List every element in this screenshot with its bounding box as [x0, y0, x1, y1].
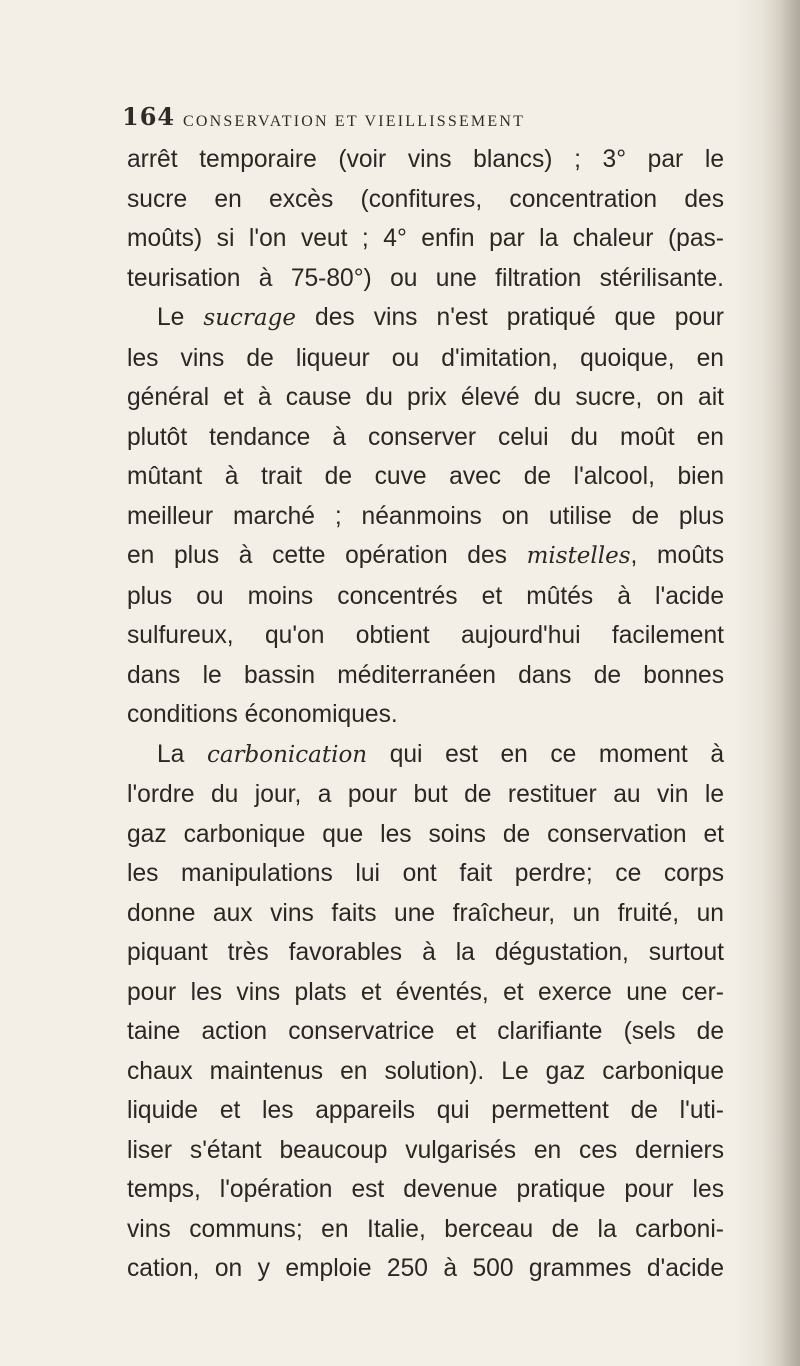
text-fragment: des vins n'est pratiqué que pour	[315, 304, 724, 331]
text-fragment: qui est en ce moment à	[389, 740, 725, 768]
italic-term-carbonication: carbonication	[206, 741, 368, 768]
text-line: teurisation à 75-80°) ou une filtration stérilisante.	[127, 264, 724, 292]
text-fragment: en plus à cette opération des	[127, 542, 507, 569]
text-line: dans le bassin méditerranéen dans de bonnes	[127, 661, 724, 689]
text-line: sulfureux, qu'on obtient aujourd'hui facilement	[127, 622, 724, 649]
inline-word: La	[157, 740, 185, 768]
text-line: les vins de liqueur ou d'imitation, quoique, en	[127, 344, 724, 372]
italic-term-mistelles: mistelles	[526, 543, 631, 569]
text-line: plus ou moins concentrés et mûtés à l'acide	[127, 582, 724, 610]
text-line: piquant très favorables à la dégustation, surtout	[127, 939, 724, 966]
text-line: taine action conservatrice et clarifiante (sels de	[127, 1018, 724, 1045]
text-line: moûts) si l'on veut ; 4° enfin par la chaleur (pas-	[127, 225, 724, 252]
text-line: liquide et les appareils qui permettent de l'uti-	[127, 1097, 724, 1124]
text-line: sucre en excès (confitures, concentration des	[127, 185, 724, 213]
page-header	[0, 102, 800, 142]
text-line-paragraph-start	[127, 735, 724, 776]
text-line: plutôt tendance à conserver celui du moût en	[127, 423, 724, 451]
text-line: donne aux vins faits une fraîcheur, un fruité, un	[127, 899, 724, 927]
text-line: arrêt temporaire (voir vins blancs) ; 3° par le	[127, 146, 724, 173]
text-line: les manipulations lui ont fait perdre; ce corps	[127, 860, 724, 887]
running-head: CONSERVATION ET VIEILLISSEMENT	[183, 113, 526, 130]
text-line: meilleur marché ; néanmoins on utilise de plus	[127, 502, 724, 530]
text-line: cation, on y emploie 250 à 500 grammes d'acide	[127, 1255, 724, 1282]
text-line-with-italic	[127, 536, 724, 577]
text-fragment: , moûts	[630, 542, 725, 569]
body-text	[127, 140, 724, 1289]
text-line: l'ordre du jour, a pour but de restituer au vin le	[127, 781, 724, 808]
text-line: chaux maintenus en solution). Le gaz carbonique	[127, 1057, 724, 1085]
text-line: pour les vins plats et éventés, et exerce une cer-	[127, 978, 724, 1006]
text-line: vins communs; en Italie, berceau de la carboni-	[127, 1215, 724, 1243]
text-line: général et à cause du prix élevé du sucre, on ait	[127, 384, 724, 411]
page-number: 164	[122, 102, 176, 131]
text-line: gaz carbonique que les soins de conservation et	[127, 820, 724, 848]
text-line: conditions économiques.	[127, 701, 398, 728]
page-edge-shadow	[762, 0, 800, 1366]
italic-term-sucrage: sucrage	[203, 305, 296, 331]
text-line: liser s'étant beaucoup vulgarisés en ces derniers	[127, 1136, 724, 1164]
text-line: mûtant à trait de cuve avec de l'alcool, bien	[127, 463, 724, 490]
text-line: temps, l'opération est devenue pratique pour les	[127, 1176, 724, 1203]
inline-word: Le	[157, 304, 185, 331]
text-line-paragraph-start	[127, 298, 724, 339]
